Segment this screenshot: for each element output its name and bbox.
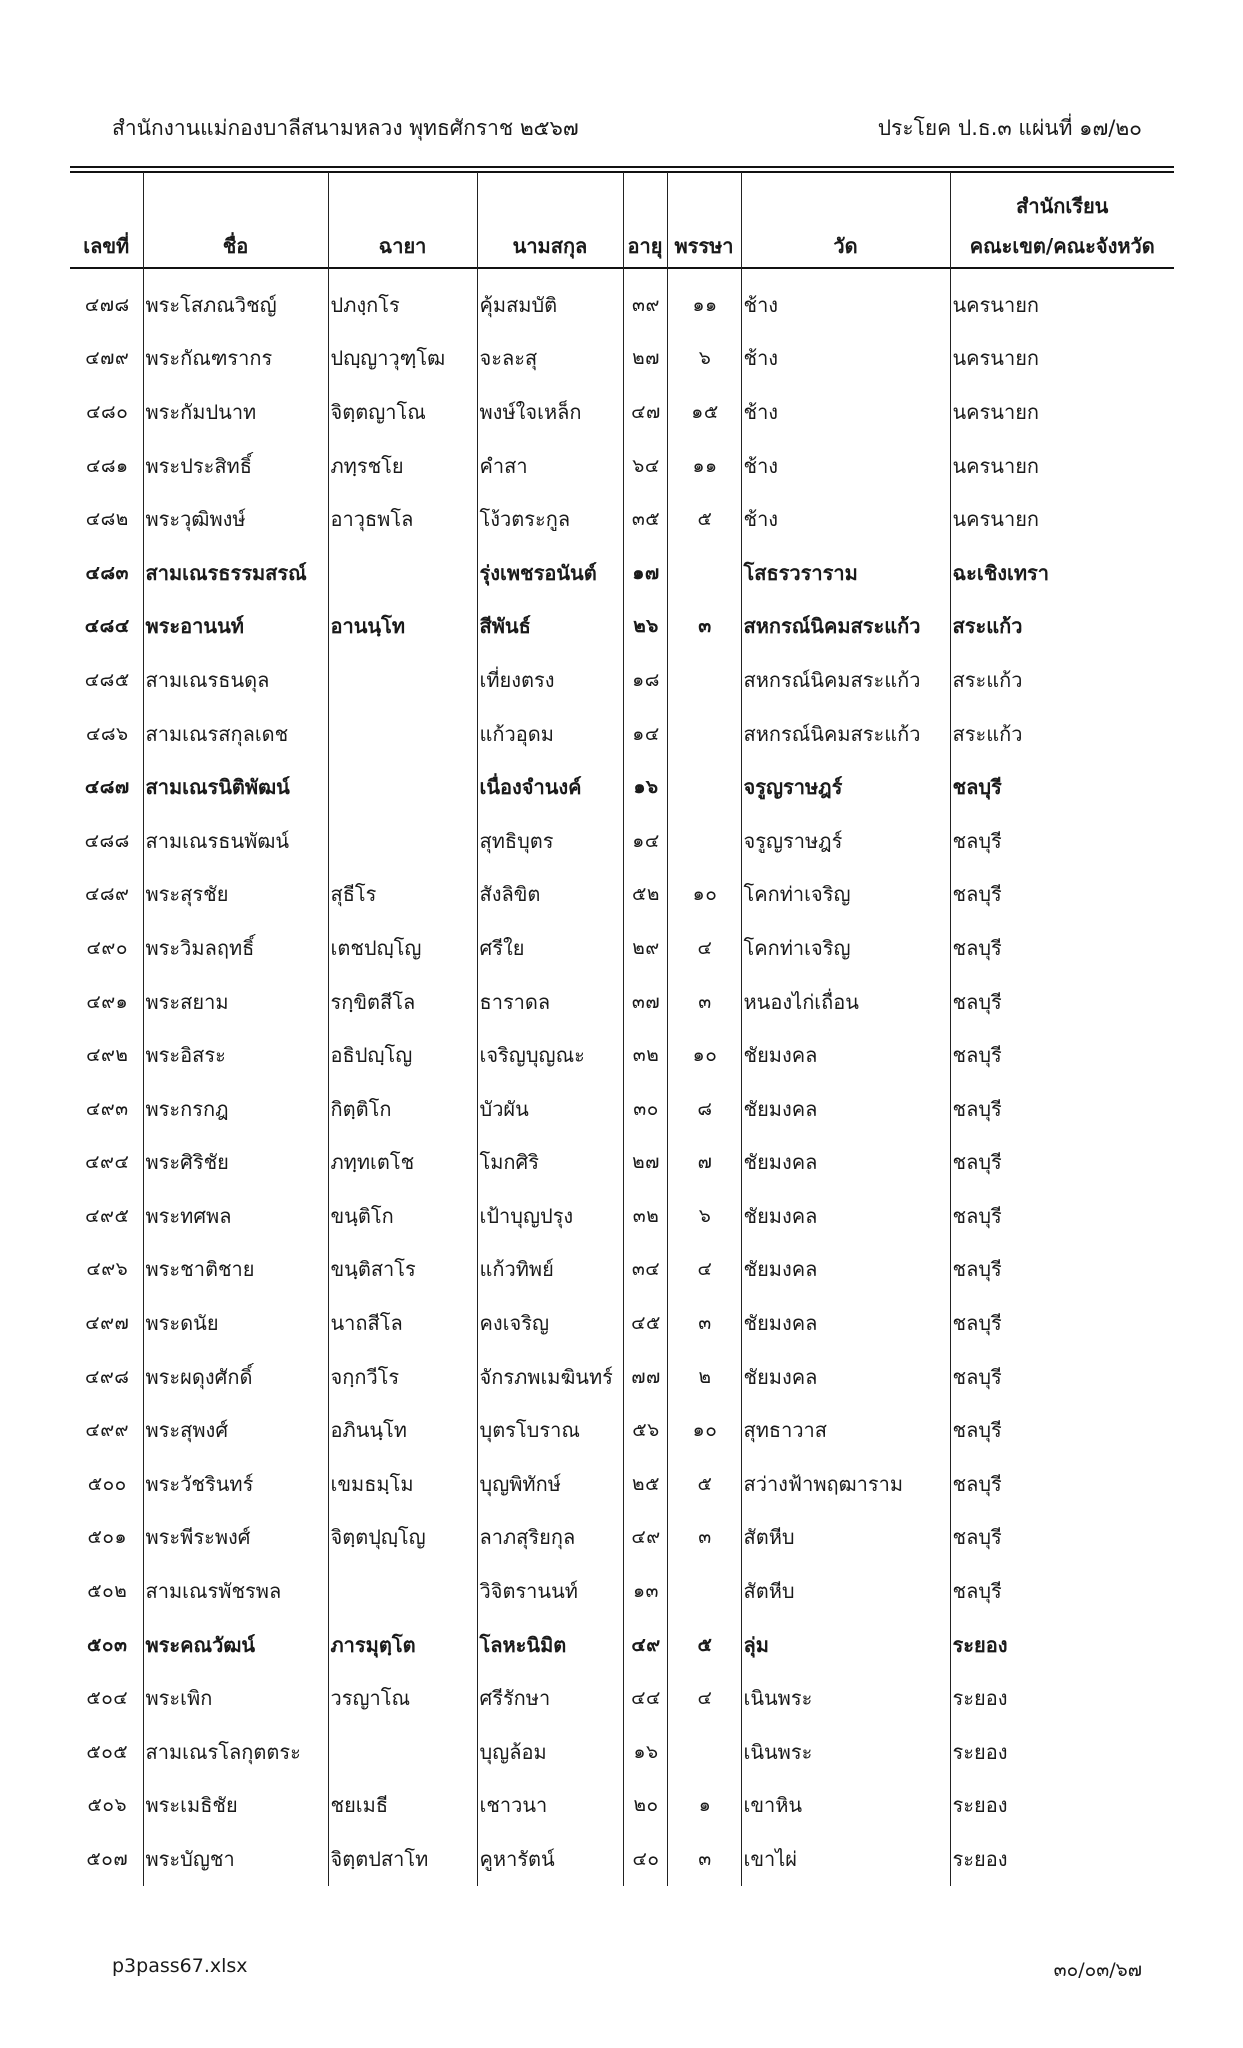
cell-surname: บุญล้อม: [477, 1725, 623, 1779]
cell-vassa: ๔: [667, 1671, 741, 1725]
cell-number: ๔๙๙: [85, 1419, 130, 1442]
cell-school: ชลบุรี: [950, 1350, 1174, 1404]
cell-age: ๑๘: [623, 653, 667, 707]
cell-monastic-name: เตชปญฺโญ: [328, 921, 477, 975]
cell-vassa: ๔: [667, 1243, 741, 1297]
cell-surname: คุ้มสมบัติ: [477, 278, 623, 332]
cell-school: ชลบุรี: [950, 1511, 1174, 1565]
cell-number: ๔๙๑: [86, 990, 129, 1013]
cell-school: ชลบุรี: [950, 1243, 1174, 1297]
cell-monastic-name: [328, 1725, 477, 1779]
print-date: ๓๐/๐๓/๖๗: [1053, 1959, 1142, 1981]
table-row: [70, 975, 1174, 1029]
cell-name: พระชาติชาย: [143, 1243, 328, 1297]
cell-temple: ชัยมงคล: [741, 1296, 950, 1350]
cell-number: ๔๘๔: [84, 615, 130, 638]
cell-temple: สหกรณ์นิคมสระแก้ว: [741, 600, 950, 654]
cell-vassa: ๓: [667, 1832, 741, 1886]
cell-school: ชลบุรี: [950, 1136, 1174, 1190]
cell-school: ชลบุรี: [950, 1403, 1174, 1457]
cell-number: ๔๙๐: [86, 936, 128, 959]
cell-number: ๔๘๒: [85, 508, 129, 531]
cell-name: พระอานนท์: [143, 600, 328, 654]
cell-surname: สีพันธ์: [477, 600, 623, 654]
cell-monastic-name: สุธีโร: [328, 868, 477, 922]
cell-vassa: ๓: [667, 1511, 741, 1565]
cell-name: พระเมธิชัย: [143, 1779, 328, 1833]
col-school-header-line1: สำนักเรียน: [1016, 194, 1109, 218]
cell-temple: สัตหีบ: [741, 1511, 950, 1565]
table-row: [70, 492, 1174, 546]
cell-vassa: ๓: [667, 1296, 741, 1350]
table-row: [70, 1511, 1174, 1565]
cell-vassa: ๔: [667, 921, 741, 975]
table-row: [70, 1189, 1174, 1243]
table-row: [70, 760, 1174, 814]
cell-surname: โง้วตระกูล: [477, 492, 623, 546]
cell-surname: เชาวนา: [477, 1779, 623, 1833]
cell-school: ชลบุรี: [950, 1457, 1174, 1511]
cell-monastic-name: ภทฺรชโย: [328, 439, 477, 493]
cell-name: สามเณรธนพัฒน์: [143, 814, 328, 868]
cell-age: ๔๐: [623, 1832, 667, 1886]
cell-monastic-name: วรญาโณ: [328, 1671, 477, 1725]
cell-monastic-name: [328, 1564, 477, 1618]
cell-monastic-name: อธิปญฺโญ: [328, 1028, 477, 1082]
cell-number: ๔๘๕: [84, 668, 130, 691]
cell-age: ๓๒: [623, 1189, 667, 1243]
cell-surname: บัวผัน: [477, 1082, 623, 1136]
table-row: [70, 1725, 1174, 1779]
cell-temple: จรูญราษฎร์: [741, 814, 950, 868]
cell-monastic-name: จิตฺตปสาโท: [328, 1832, 477, 1886]
cell-monastic-name: ภทฺทเตโช: [328, 1136, 477, 1190]
cell-vassa: ๖: [667, 332, 741, 386]
cell-vassa: ๕: [667, 1457, 741, 1511]
cell-vassa: [667, 707, 741, 761]
table-row: [70, 439, 1174, 493]
cell-school: ชลบุรี: [950, 1082, 1174, 1136]
cell-vassa: [667, 1725, 741, 1779]
cell-temple: ชัยมงคล: [741, 1350, 950, 1404]
cell-temple: ชัยมงคล: [741, 1082, 950, 1136]
cell-temple: สหกรณ์นิคมสระแก้ว: [741, 653, 950, 707]
cell-temple: เขาหิน: [741, 1779, 950, 1833]
table-row: [70, 921, 1174, 975]
cell-vassa: ๒: [667, 1350, 741, 1404]
cell-number: ๔๙๕: [85, 1204, 130, 1227]
cell-monastic-name: ปญฺญาวุฑฺโฒ: [328, 332, 477, 386]
page-header: [112, 112, 1142, 142]
cell-temple: เนินพระ: [741, 1671, 950, 1725]
cell-name: พระทศพล: [143, 1189, 328, 1243]
cell-temple: โคกท่าเจริญ: [741, 868, 950, 922]
cell-age: ๑๔: [623, 707, 667, 761]
cell-number: ๔๘๑: [85, 454, 129, 477]
cell-temple: สุทธาวาส: [741, 1403, 950, 1457]
cell-monastic-name: นาถสีโล: [328, 1296, 477, 1350]
cell-temple: โสธรวราราม: [741, 546, 950, 600]
table-row: [70, 385, 1174, 439]
cell-age: ๒๙: [623, 921, 667, 975]
cell-temple: ช้าง: [741, 439, 950, 493]
cell-number: ๔๘๗: [84, 776, 130, 799]
cell-monastic-name: [328, 653, 477, 707]
cell-name: พระสุรชัย: [143, 868, 328, 922]
cell-name: สามเณรพัชรพล: [143, 1564, 328, 1618]
file-name: p3pass67.xlsx: [112, 1955, 248, 1977]
cell-school: นครนายก: [950, 332, 1174, 386]
cell-name: พระสุพงศ์: [143, 1403, 328, 1457]
cell-age: ๑๖: [623, 760, 667, 814]
table-row: [70, 868, 1174, 922]
cell-name: พระคณวัฒน์: [143, 1618, 328, 1672]
table-body: [70, 278, 1174, 1886]
cell-surname: ศรีใย: [477, 921, 623, 975]
cell-surname: โลหะนิมิต: [477, 1618, 623, 1672]
cell-surname: จักรภพเมฆินทร์: [477, 1350, 623, 1404]
cell-number: ๔๗๙: [85, 347, 130, 370]
cell-surname: คำสา: [477, 439, 623, 493]
cell-name: พระดนัย: [143, 1296, 328, 1350]
col-temple-header: วัด: [741, 172, 950, 278]
cell-age: ๓๐: [623, 1082, 667, 1136]
cell-school: ชลบุรี: [950, 1028, 1174, 1082]
cell-monastic-name: อาวุธพโล: [328, 492, 477, 546]
table-row: [70, 332, 1174, 386]
cell-school: ชลบุรี: [950, 814, 1174, 868]
cell-temple: ช้าง: [741, 492, 950, 546]
col-monastic-name-header: ฉายา: [328, 172, 477, 278]
cell-surname: แก้วทิพย์: [477, 1243, 623, 1297]
cell-age: ๒๐: [623, 1779, 667, 1833]
cell-surname: บุตรโบราณ: [477, 1403, 623, 1457]
cell-temple: ชัยมงคล: [741, 1243, 950, 1297]
cell-name: สามเณรโลกุตตระ: [143, 1725, 328, 1779]
cell-age: ๔๙: [623, 1511, 667, 1565]
table-row: [70, 1136, 1174, 1190]
table-row: [70, 600, 1174, 654]
cell-number: ๔๙๓: [85, 1097, 129, 1120]
cell-school: สระแก้ว: [950, 653, 1174, 707]
cell-name: พระศิริชัย: [143, 1136, 328, 1190]
cell-vassa: ๓: [667, 600, 741, 654]
cell-surname: คงเจริญ: [477, 1296, 623, 1350]
cell-temple: หนองไก่เถื่อน: [741, 975, 950, 1029]
cell-name: พระประสิทธิ์: [143, 439, 328, 493]
cell-vassa: ๗: [667, 1136, 741, 1190]
cell-age: ๕๒: [623, 868, 667, 922]
col-surname-header: นามสกุล: [477, 172, 623, 278]
cell-name: พระอิสระ: [143, 1028, 328, 1082]
table-row: [70, 546, 1174, 600]
cell-school: ชลบุรี: [950, 921, 1174, 975]
cell-surname: สุทธิบุตร: [477, 814, 623, 868]
cell-age: ๔๗: [623, 385, 667, 439]
cell-temple: สหกรณ์นิคมสระแก้ว: [741, 707, 950, 761]
cell-school: นครนายก: [950, 385, 1174, 439]
table-row: [70, 653, 1174, 707]
cell-monastic-name: [328, 814, 477, 868]
cell-surname: เที่ยงตรง: [477, 653, 623, 707]
cell-name: พระกรกฎ: [143, 1082, 328, 1136]
cell-school: นครนายก: [950, 492, 1174, 546]
cell-school: นครนายก: [950, 439, 1174, 493]
cell-vassa: [667, 760, 741, 814]
office-title: สำนักงานแม่กองบาลีสนามหลวง พุทธศักราช ๒๕๖๗: [112, 116, 579, 140]
cell-monastic-name: ภารมุตฺโต: [328, 1618, 477, 1672]
cell-school: ชลบุรี: [950, 1296, 1174, 1350]
cell-vassa: [667, 653, 741, 707]
cell-number: ๔๙๔: [85, 1151, 130, 1174]
cell-number: ๔๘๐: [86, 400, 129, 423]
cell-age: ๔๔: [623, 1671, 667, 1725]
cell-surname: วิจิตรานนท์: [477, 1564, 623, 1618]
cell-surname: โมกศิริ: [477, 1136, 623, 1190]
cell-surname: คูหารัตน์: [477, 1832, 623, 1886]
cell-school: สระแก้ว: [950, 707, 1174, 761]
cell-number: ๔๙๗: [85, 1312, 130, 1335]
cell-name: พระวุฒิพงษ์: [143, 492, 328, 546]
cell-number: ๕๐๑: [87, 1526, 128, 1549]
cell-surname: เนื่องจำนงค์: [477, 760, 623, 814]
page-footer: [112, 1955, 1142, 1985]
cell-vassa: ๑๐: [667, 1028, 741, 1082]
cell-age: ๖๔: [623, 439, 667, 493]
cell-number: ๔๙๖: [86, 1258, 129, 1281]
cell-school: ระยอง: [950, 1832, 1174, 1886]
cell-name: พระพีระพงศ์: [143, 1511, 328, 1565]
cell-age: ๑๗: [623, 546, 667, 600]
cell-monastic-name: [328, 707, 477, 761]
table-header-row: [70, 172, 1174, 278]
cell-monastic-name: [328, 760, 477, 814]
table-row: [70, 1350, 1174, 1404]
table-row: [70, 1618, 1174, 1672]
cell-school: นครนายก: [950, 278, 1174, 332]
cell-surname: แก้วอุดม: [477, 707, 623, 761]
cell-monastic-name: [328, 546, 477, 600]
cell-name: สามเณรนิติพัฒน์: [143, 760, 328, 814]
header-rule-top: [70, 166, 1174, 168]
table-row: [70, 1028, 1174, 1082]
cell-number: ๔๘๓: [85, 561, 130, 584]
cell-number: ๔๘๖: [85, 722, 129, 745]
table-row: [70, 1403, 1174, 1457]
cell-surname: ลาภสุริยกุล: [477, 1511, 623, 1565]
cell-name: พระผดุงศักดิ์: [143, 1350, 328, 1404]
table-row: [70, 1296, 1174, 1350]
cell-school: ระยอง: [950, 1779, 1174, 1833]
table-row: [70, 707, 1174, 761]
cell-surname: เจริญบุญณะ: [477, 1028, 623, 1082]
cell-temple: จรูญราษฎร์: [741, 760, 950, 814]
col-school-header: [950, 172, 1174, 278]
cell-age: ๗๗: [623, 1350, 667, 1404]
cell-vassa: ๘: [667, 1082, 741, 1136]
cell-surname: สังลิขิต: [477, 868, 623, 922]
cell-school: ระยอง: [950, 1618, 1174, 1672]
cell-number: ๕๐๓: [87, 1633, 128, 1656]
cell-vassa: [667, 814, 741, 868]
table-row: [70, 1671, 1174, 1725]
cell-age: ๓๒: [623, 1028, 667, 1082]
col-vassa-header: พรรษา: [667, 172, 741, 278]
cell-vassa: [667, 1564, 741, 1618]
cell-number: ๔๘๙: [85, 883, 130, 906]
cell-name: พระสยาม: [143, 975, 328, 1029]
cell-age: ๓๔: [623, 1243, 667, 1297]
cell-surname: เป้าบุญปรุง: [477, 1189, 623, 1243]
col-number-header: เลขที่: [83, 234, 130, 258]
cell-age: ๔๙: [623, 1618, 667, 1672]
cell-name: สามเณรธรรมสรณ์: [143, 546, 328, 600]
cell-temple: ช้าง: [741, 385, 950, 439]
cell-age: ๒๗: [623, 332, 667, 386]
cell-monastic-name: จิตฺตญาโณ: [328, 385, 477, 439]
cell-school: ชลบุรี: [950, 868, 1174, 922]
cell-number: ๕๐๔: [86, 1687, 129, 1710]
cell-name: พระโสภณวิชญ์: [143, 278, 328, 332]
cell-vassa: ๑: [667, 1779, 741, 1833]
cell-monastic-name: อานนฺโท: [328, 600, 477, 654]
cell-vassa: ๑๐: [667, 1403, 741, 1457]
table-row: [70, 814, 1174, 868]
cell-temple: ช้าง: [741, 278, 950, 332]
cell-vassa: [667, 546, 741, 600]
cell-vassa: ๑๐: [667, 868, 741, 922]
cell-number: ๕๐๐: [87, 1472, 127, 1495]
cell-temple: ลุ่ม: [741, 1618, 950, 1672]
cell-temple: เนินพระ: [741, 1725, 950, 1779]
cell-monastic-name: ขนฺติโก: [328, 1189, 477, 1243]
page-indicator: ประโยค ป.ธ.๓ แผ่นที่ ๑๗/๒๐: [877, 116, 1142, 140]
cell-age: ๑๖: [623, 1725, 667, 1779]
cell-school: ชลบุรี: [950, 760, 1174, 814]
cell-monastic-name: เขมธมฺโม: [328, 1457, 477, 1511]
cell-age: ๓๕: [623, 492, 667, 546]
col-age-header: อายุ: [623, 172, 667, 278]
cell-temple: เขาไผ่: [741, 1832, 950, 1886]
results-table: [70, 172, 1174, 1886]
cell-monastic-name: ขนฺติสาโร: [328, 1243, 477, 1297]
cell-school: ระยอง: [950, 1671, 1174, 1725]
cell-age: ๓๙: [623, 278, 667, 332]
cell-monastic-name: ชยเมธี: [328, 1779, 477, 1833]
cell-temple: ช้าง: [741, 332, 950, 386]
table-row: [70, 278, 1174, 332]
cell-number: ๔๘๘: [84, 829, 130, 852]
cell-monastic-name: จิตฺตปุญฺโญ: [328, 1511, 477, 1565]
cell-age: ๔๕: [623, 1296, 667, 1350]
table-row: [70, 1564, 1174, 1618]
cell-school: ชลบุรี: [950, 1189, 1174, 1243]
cell-number: ๕๐๒: [87, 1580, 128, 1603]
cell-surname: ศรีรักษา: [477, 1671, 623, 1725]
cell-age: ๑๔: [623, 814, 667, 868]
cell-age: ๕๖: [623, 1403, 667, 1457]
cell-temple: ชัยมงคล: [741, 1028, 950, 1082]
table-row: [70, 1779, 1174, 1833]
cell-monastic-name: อภินนฺโท: [328, 1403, 477, 1457]
cell-number: ๕๐๕: [86, 1740, 129, 1763]
cell-surname: บุญพิทักษ์: [477, 1457, 623, 1511]
cell-school: สระแก้ว: [950, 600, 1174, 654]
col-school-header-line2: คณะเขต/คณะจังหวัด: [969, 234, 1155, 258]
cell-temple: ชัยมงคล: [741, 1189, 950, 1243]
cell-name: พระวิมลฤทธิ์: [143, 921, 328, 975]
cell-temple: โคกท่าเจริญ: [741, 921, 950, 975]
cell-number: ๔๙๒: [86, 1044, 129, 1067]
cell-name: พระเพิก: [143, 1671, 328, 1725]
cell-vassa: ๕: [667, 1618, 741, 1672]
cell-temple: สัตหีบ: [741, 1564, 950, 1618]
cell-surname: จะละสุ: [477, 332, 623, 386]
table-row: [70, 1832, 1174, 1886]
cell-temple: สว่างฟ้าพฤฒาราม: [741, 1457, 950, 1511]
cell-vassa: ๕: [667, 492, 741, 546]
cell-name: สามเณรธนดุล: [143, 653, 328, 707]
cell-age: ๒๗: [623, 1136, 667, 1190]
col-name-header: ชื่อ: [143, 172, 328, 278]
cell-monastic-name: ปภงฺกโร: [328, 278, 477, 332]
cell-name: สามเณรสกุลเดช: [143, 707, 328, 761]
cell-number: ๔๗๘: [84, 293, 130, 316]
cell-age: ๒๕: [623, 1457, 667, 1511]
table-row: [70, 1243, 1174, 1297]
cell-surname: ธาราดล: [477, 975, 623, 1029]
cell-name: พระกัณฑรากร: [143, 332, 328, 386]
cell-number: ๔๙๘: [85, 1365, 130, 1388]
cell-vassa: ๓: [667, 975, 741, 1029]
cell-number: ๕๐๖: [87, 1794, 128, 1817]
cell-age: ๑๓: [623, 1564, 667, 1618]
cell-surname: รุ่งเพชรอนันต์: [477, 546, 623, 600]
cell-vassa: ๑๕: [667, 385, 741, 439]
cell-surname: พงษ์ใจเหล็ก: [477, 385, 623, 439]
cell-number: ๕๐๗: [86, 1848, 129, 1871]
table-row: [70, 1082, 1174, 1136]
cell-vassa: ๖: [667, 1189, 741, 1243]
table-row: [70, 1457, 1174, 1511]
cell-monastic-name: กิตฺติโก: [328, 1082, 477, 1136]
cell-vassa: ๑๑: [667, 439, 741, 493]
cell-name: พระวัชรินทร์: [143, 1457, 328, 1511]
cell-temple: ชัยมงคล: [741, 1136, 950, 1190]
cell-school: ฉะเชิงเทรา: [950, 546, 1174, 600]
cell-school: ชลบุรี: [950, 975, 1174, 1029]
cell-age: ๓๗: [623, 975, 667, 1029]
cell-age: ๒๖: [623, 600, 667, 654]
cell-monastic-name: จกฺกวีโร: [328, 1350, 477, 1404]
cell-school: ชลบุรี: [950, 1564, 1174, 1618]
cell-monastic-name: รกฺขิตสีโล: [328, 975, 477, 1029]
cell-school: ระยอง: [950, 1725, 1174, 1779]
cell-name: พระบัญชา: [143, 1832, 328, 1886]
cell-vassa: ๑๑: [667, 278, 741, 332]
cell-name: พระกัมปนาท: [143, 385, 328, 439]
